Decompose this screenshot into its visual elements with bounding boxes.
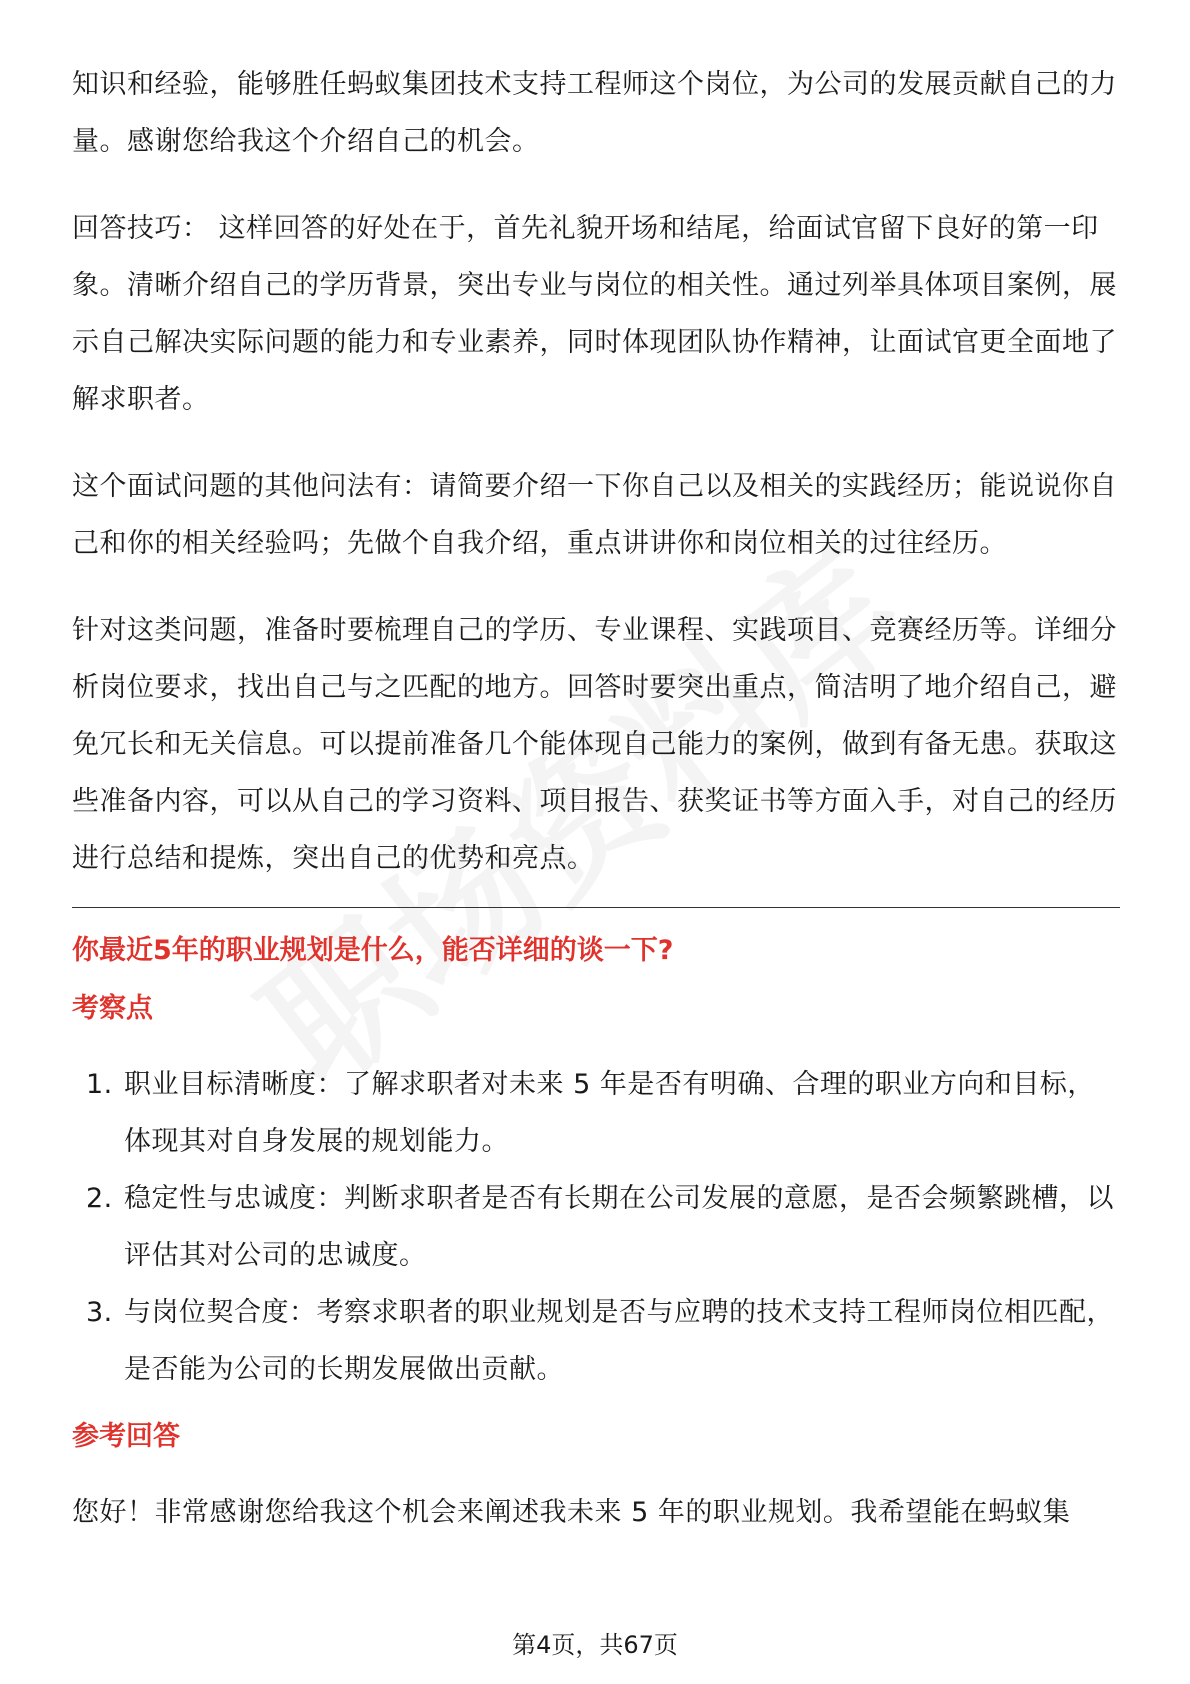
exam-points-list <box>72 1056 1120 1398</box>
paragraph-intro-ending: 知识和经验，能够胜任蚂蚁集团技术支持工程师这个岗位，为公司的发展贡献自己的力量。感谢您给我这个介绍自己的机会。 <box>72 69 1117 157</box>
page-number-footer: 第4页，共67页 <box>512 1631 678 1659</box>
reference-answer-heading: 参考回答 <box>72 1421 180 1452</box>
document-page <box>72 56 1120 1571</box>
paragraph-preparation-advice: 针对这类问题，准备时要梳理自己的学历、专业课程、实践项目、竞赛经历等。详细分析岗位要求，找出自己与之匹配的地方。回答时要突出重点，简洁明了地介绍自己，避免冗长和无关信息。可以提前准备几个能体现自己能力的案例，做到有备无患。获取这些准备内容，可以从自己的学习资料、项目报告、获奖证书等方面入手，对自己的经历进行总结和提炼，突出自己的优势和亮点。 <box>72 615 1117 874</box>
paragraph-answer-tips: 回答技巧： 这样回答的好处在于，首先礼貌开场和结尾，给面试官留下良好的第一印象。清晰介绍自己的学历背景，突出专业与岗位的相关性。通过列举具体项目案例，展示自己解决实际问题的能力和专业素养，同时体现团队协作精神，让面试官更全面地了解求职者。 <box>72 213 1117 415</box>
list-item-number: 1. <box>86 1069 113 1100</box>
list-item-number: 3. <box>86 1297 113 1328</box>
list-item-text: 与岗位契合度：考察求职者的职业规划是否与应聘的技术支持工程师岗位相匹配，是否能为公司的长期发展做出贡献。 <box>124 1297 1114 1385</box>
list-item-text: 职业目标清晰度：了解求职者对未来 5 年是否有明确、合理的职业方向和目标，体现其对自身发展的规划能力。 <box>124 1069 1095 1157</box>
list-item-text: 稳定性与忠诚度：判断求职者是否有长期在公司发展的意愿，是否会频繁跳槽，以评估其对公司的忠诚度。 <box>124 1183 1114 1271</box>
exam-points-heading: 考察点 <box>72 993 153 1024</box>
list-item <box>72 1170 1120 1284</box>
paragraph-alternative-questions: 这个面试问题的其他问法有：请简要介绍一下你自己以及相关的实践经历；能说说你自己和你的相关经验吗；先做个自我介绍，重点讲讲你和岗位相关的过往经历。 <box>72 471 1117 559</box>
list-item <box>72 1056 1120 1170</box>
question-heading: 你最近5年的职业规划是什么，能否详细的谈一下? <box>72 935 674 966</box>
list-item <box>72 1284 1120 1398</box>
section-divider <box>72 907 1120 908</box>
list-item-number: 2. <box>86 1183 113 1214</box>
reference-answer-text: 您好！非常感谢您给我这个机会来阐述我未来 5 年的职业规划。我希望能在蚂蚁集 <box>72 1497 1071 1528</box>
